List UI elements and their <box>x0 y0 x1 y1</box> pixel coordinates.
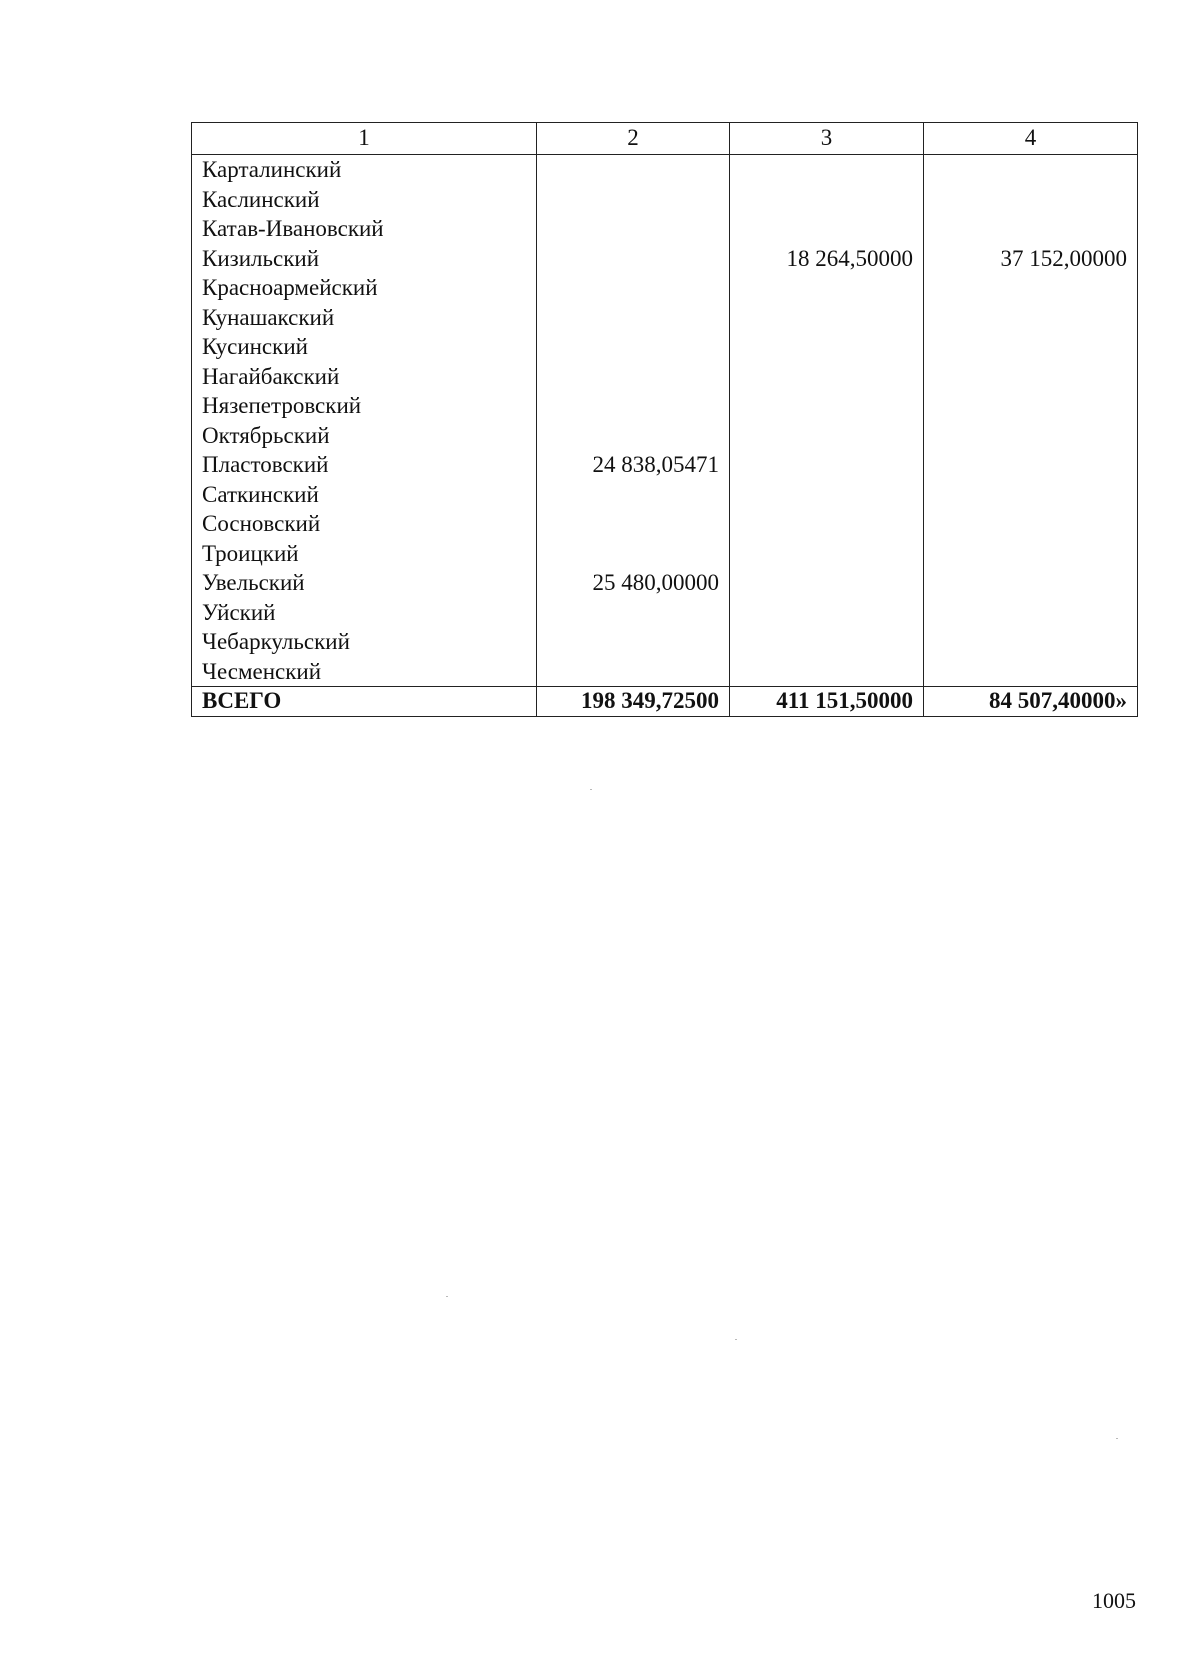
district-names-column <box>192 155 537 687</box>
table-cell-c4 <box>924 539 1137 569</box>
table-cell-c2 <box>537 627 729 657</box>
district-name: Кизильский <box>202 245 320 271</box>
district-name: Каслинский <box>202 186 320 212</box>
table-cell-c2 <box>537 421 729 451</box>
column-3-values <box>730 155 924 687</box>
district-name: Кусинский <box>202 334 308 359</box>
table-cell-c4 <box>924 273 1137 303</box>
district-name: Уйский <box>202 599 276 625</box>
column-3-stack <box>730 155 923 686</box>
district-name: Сосновский <box>202 511 321 536</box>
table-cell-c4 <box>924 391 1137 421</box>
table-cell-c3 <box>730 657 923 687</box>
column-2-stack <box>537 155 729 686</box>
scan-speck <box>590 789 592 790</box>
table-cell-c3 <box>730 509 923 539</box>
table-cell-c3 <box>730 539 923 569</box>
district-name: Чебаркульский <box>202 629 350 654</box>
table-cell-c2 <box>537 303 729 333</box>
table-cell-c3 <box>730 273 923 303</box>
column-4-stack <box>924 155 1137 686</box>
column-header-1: 1 <box>192 123 537 155</box>
table-cell-c3 <box>730 627 923 657</box>
table-cell-c4 <box>924 480 1137 510</box>
district-rows <box>192 155 1138 687</box>
table-cell-c3 <box>730 185 923 215</box>
total-column-3: 411 151,50000 <box>730 687 924 717</box>
table-cell-c2 <box>537 362 729 392</box>
table-cell-c3 <box>730 480 923 510</box>
table-cell-c3 <box>730 214 923 244</box>
scan-speck <box>735 1339 737 1340</box>
district-names-stack <box>192 155 536 686</box>
page-number: 1005 <box>1092 1588 1136 1613</box>
table-cell-c2: 25 480,00000 <box>592 570 719 595</box>
column-2-values <box>537 155 730 687</box>
table-cell-c2 <box>537 273 729 303</box>
table-cell-c4 <box>924 509 1137 539</box>
table-cell-c2 <box>537 214 729 244</box>
district-name: Октябрьский <box>202 422 330 448</box>
district-name: Нагайбакский <box>202 363 340 389</box>
district-name: Красноармейский <box>202 275 378 300</box>
column-header-2: 2 <box>537 123 730 155</box>
table-cell-c2 <box>537 539 729 569</box>
table-cell-c4 <box>924 657 1137 687</box>
district-name: Увельский <box>202 570 305 595</box>
table-cell-c4 <box>924 450 1137 480</box>
table-cell-c3 <box>730 391 923 421</box>
table-cell-c3 <box>730 155 923 185</box>
table-cell-c4 <box>924 303 1137 333</box>
district-name: Кунашакский <box>202 304 335 330</box>
column-4-values <box>924 155 1138 687</box>
table-cell-c4 <box>924 568 1137 598</box>
table-cell-c3 <box>730 332 923 362</box>
table-cell-c4 <box>924 627 1137 657</box>
table-cell-c2 <box>537 155 729 185</box>
total-label: ВСЕГО <box>192 687 537 717</box>
table-cell-c3 <box>730 362 923 392</box>
table-cell-c3: 18 264,50000 <box>786 245 913 271</box>
table-cell-c3 <box>730 421 923 451</box>
data-table <box>191 122 1138 717</box>
district-name: Троицкий <box>202 540 299 566</box>
district-name: Катав-Ивановский <box>202 216 384 241</box>
column-header-4: 4 <box>924 123 1138 155</box>
table-cell-c2 <box>537 480 729 510</box>
table-cell-c4: 37 152,00000 <box>1000 245 1127 271</box>
district-name: Пластовский <box>202 452 329 477</box>
table-cell-c2 <box>537 332 729 362</box>
table-cell-c3 <box>730 598 923 628</box>
table-cell-c2 <box>537 244 729 274</box>
table-cell-c3 <box>730 450 923 480</box>
total-column-4: 84 507,40000» <box>924 687 1138 717</box>
table-cell-c4 <box>924 332 1137 362</box>
scan-speck <box>446 1296 448 1297</box>
table-cell-c2 <box>537 185 729 215</box>
table-cell-c4 <box>924 155 1137 185</box>
total-row <box>192 687 1138 717</box>
table-cell-c3 <box>730 303 923 333</box>
table-cell-c4 <box>924 598 1137 628</box>
table-cell-c2 <box>537 657 729 687</box>
table-cell-c3 <box>730 568 923 598</box>
table-cell-c2 <box>537 598 729 628</box>
total-column-2: 198 349,72500 <box>537 687 730 717</box>
column-header-3: 3 <box>730 123 924 155</box>
header-row <box>192 123 1138 155</box>
scan-speck <box>1116 1438 1118 1439</box>
table-cell-c4 <box>924 362 1137 392</box>
table-cell-c4 <box>924 421 1137 451</box>
district-name: Чесменский <box>202 658 322 684</box>
district-name: Карталинский <box>202 157 342 182</box>
district-name: Нязепетровский <box>202 393 362 418</box>
table-cell-c2 <box>537 509 729 539</box>
table-cell-c4 <box>924 214 1137 244</box>
table-cell-c2 <box>537 391 729 421</box>
table-cell-c2: 24 838,05471 <box>592 452 719 477</box>
table-cell-c4 <box>924 185 1137 215</box>
district-name: Саткинский <box>202 481 319 507</box>
